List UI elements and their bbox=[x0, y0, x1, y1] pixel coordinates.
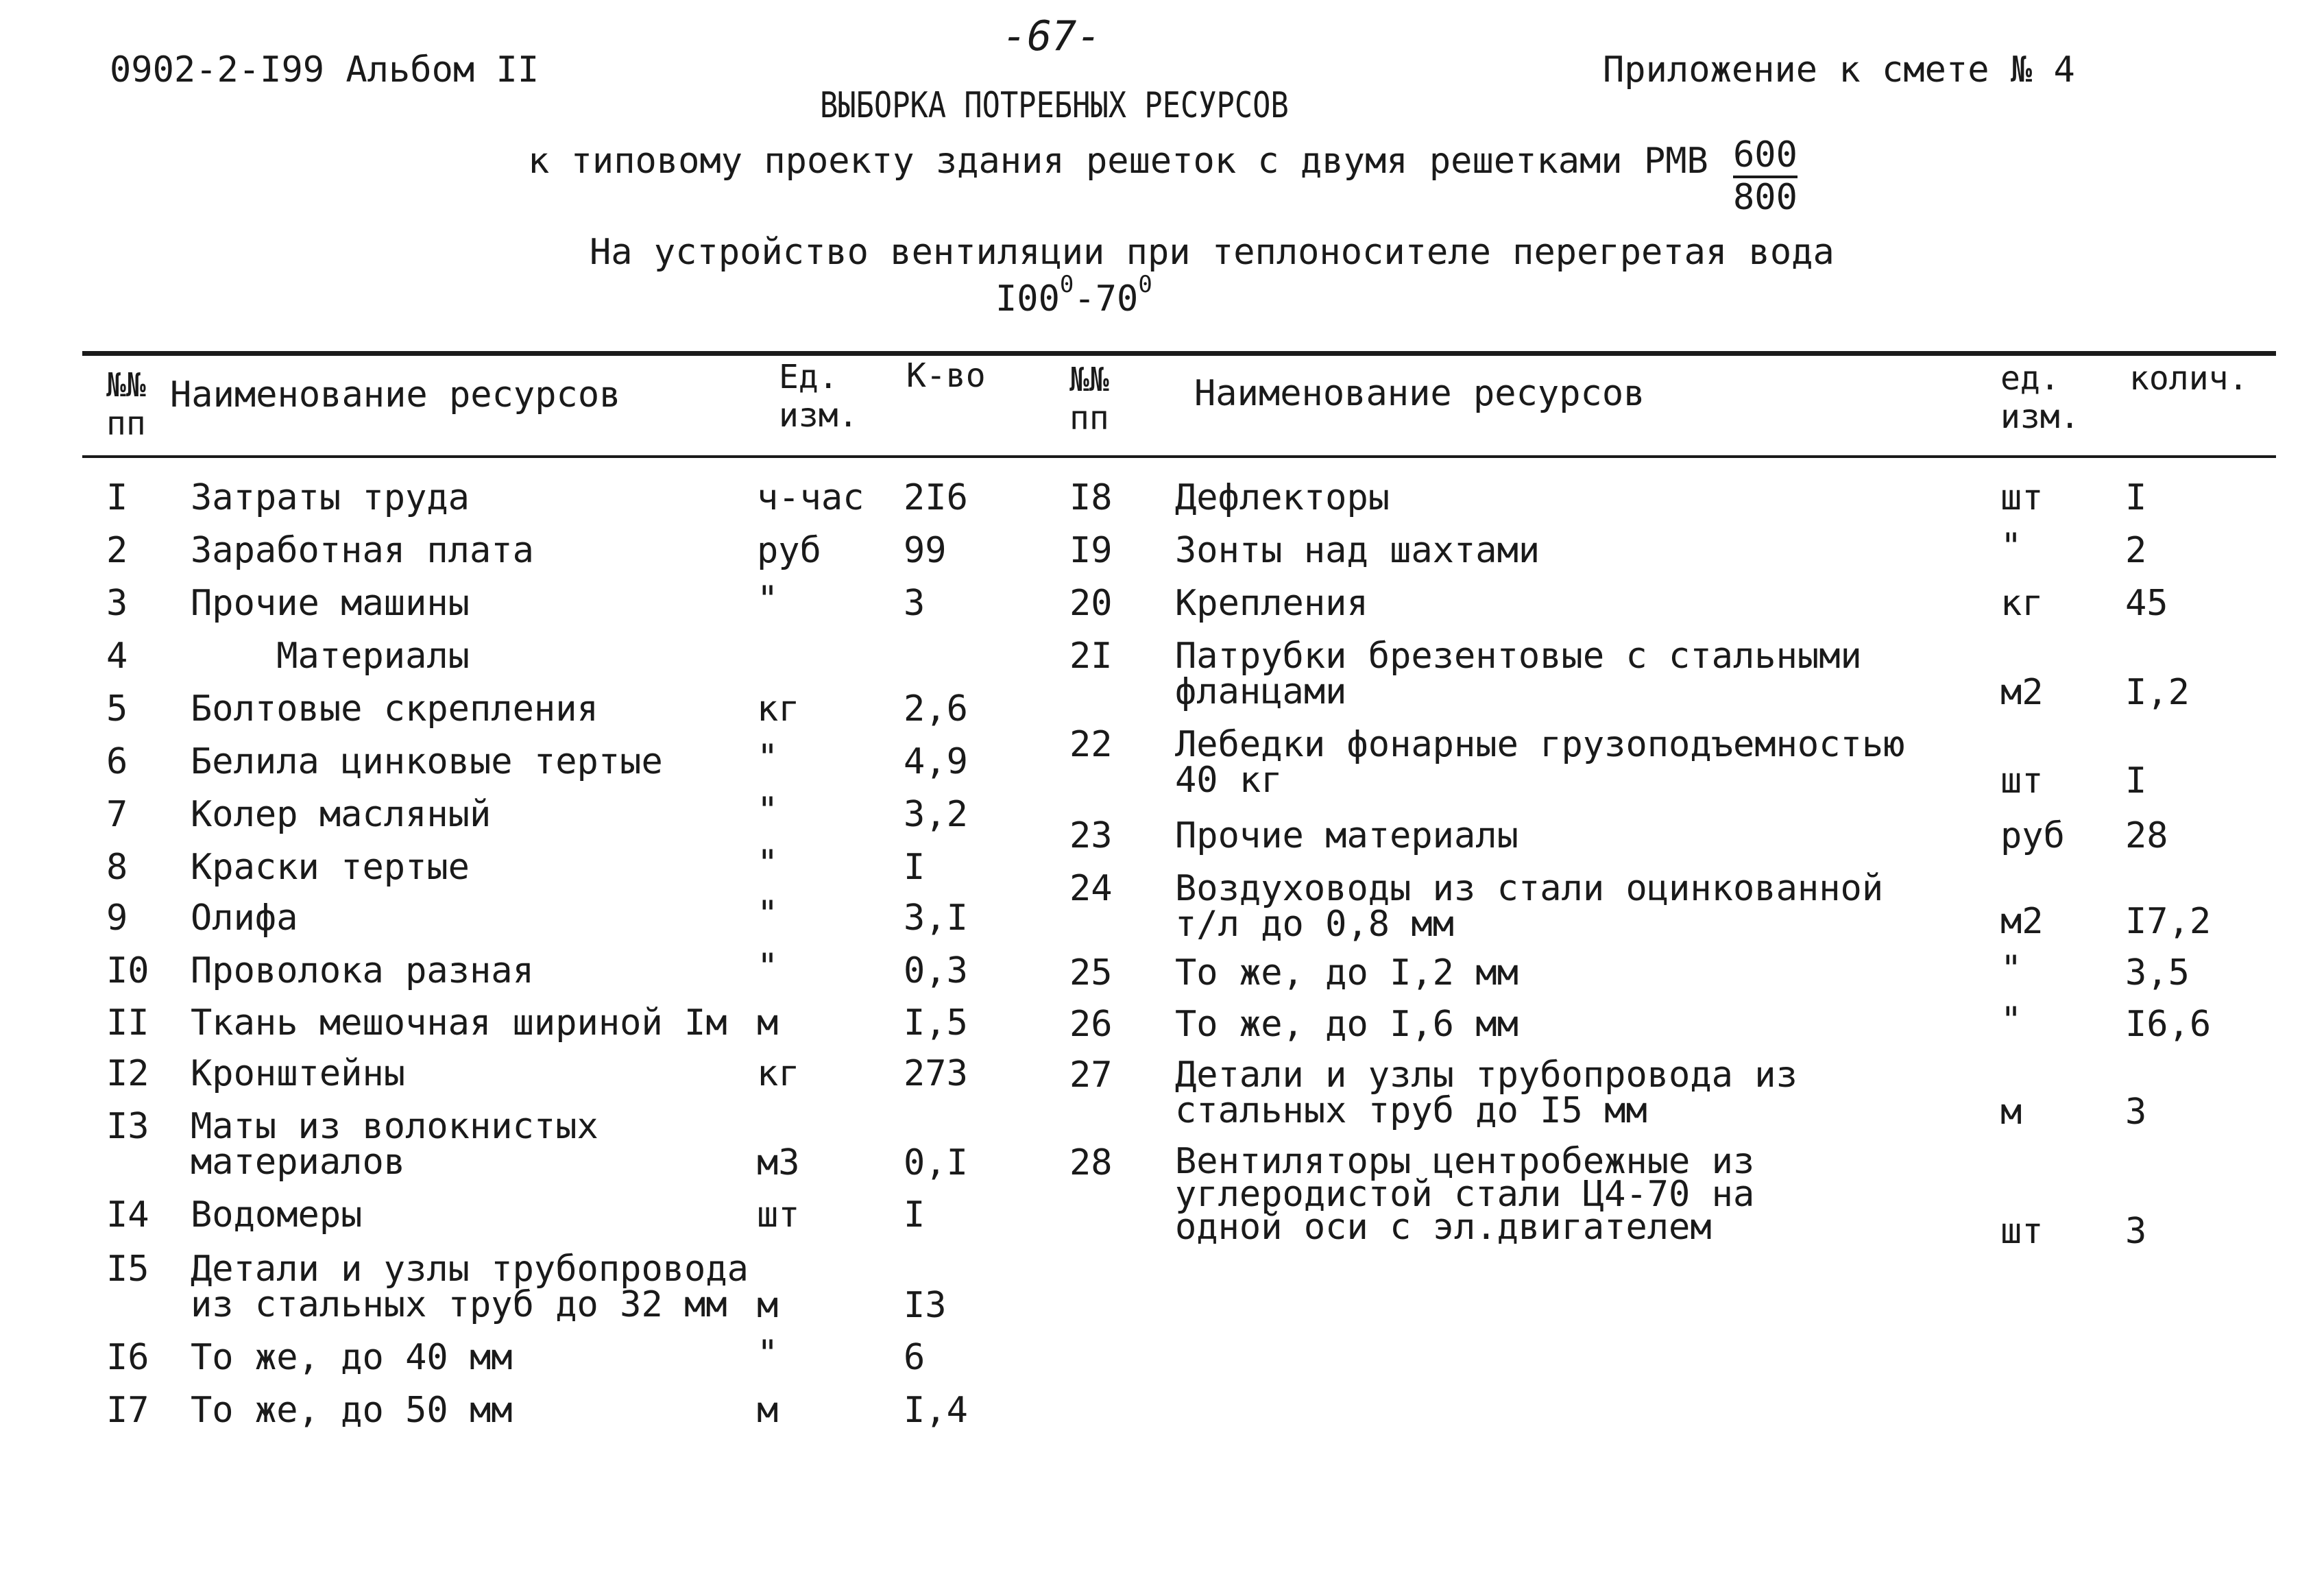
ditto-mark: " bbox=[757, 893, 779, 935]
resource-qty: 3 bbox=[2125, 1211, 2147, 1252]
row-number: 23 bbox=[1069, 815, 1113, 856]
degree-mark: 0 bbox=[1138, 270, 1152, 298]
fraction-denominator: 800 bbox=[1733, 177, 1798, 218]
row-number: I4 bbox=[106, 1194, 149, 1236]
row-number: 20 bbox=[1069, 583, 1113, 624]
resource-qty: 4,9 bbox=[904, 741, 968, 782]
row-number: 7 bbox=[106, 794, 128, 835]
resource-name: Лебедки фонарные грузоподъемностью 40 кг bbox=[1175, 724, 1905, 801]
resource-unit: м bbox=[757, 1285, 779, 1326]
resource-qty: 99 bbox=[904, 530, 947, 571]
right-qty-header: колич. bbox=[2129, 359, 2249, 398]
resource-qty: I6,6 bbox=[2125, 1004, 2212, 1045]
header-num-line1: №№ bbox=[1069, 361, 1109, 399]
left-name-header: Наименование ресурсов bbox=[170, 374, 621, 415]
ditto-mark: " bbox=[2000, 1000, 2022, 1041]
resource-qty: I,5 bbox=[904, 1002, 968, 1044]
resource-name: Кронштейны bbox=[191, 1053, 406, 1094]
resource-name: Белила цинковые тертые bbox=[191, 741, 663, 782]
resource-unit: руб bbox=[2000, 815, 2065, 856]
temp-from: I00 bbox=[995, 278, 1060, 320]
temperature-range bbox=[995, 270, 1152, 320]
header-unit-line2: изм. bbox=[2000, 398, 2080, 436]
row-number: 9 bbox=[106, 897, 128, 939]
row-number: 22 bbox=[1069, 724, 1113, 765]
header-unit-line2: изм. bbox=[779, 396, 858, 435]
row-number: I3 bbox=[106, 1106, 149, 1147]
row-number: I5 bbox=[106, 1249, 149, 1290]
ditto-mark: " bbox=[757, 790, 779, 831]
temp-to: -70 bbox=[1074, 278, 1139, 320]
resource-unit: м2 bbox=[2000, 672, 2044, 713]
page-number: -67- bbox=[1002, 12, 1102, 60]
row-number: 5 bbox=[106, 688, 128, 730]
resource-qty: I bbox=[2125, 760, 2147, 801]
row-number: I bbox=[106, 477, 128, 518]
resource-unit: шт bbox=[2000, 760, 2044, 801]
resource-qty: 3 bbox=[904, 583, 925, 624]
left-qty-header: К-во bbox=[906, 357, 986, 395]
row-number: I2 bbox=[106, 1053, 149, 1094]
resource-unit: кг bbox=[757, 688, 800, 730]
resource-qty: 3,I bbox=[904, 897, 968, 939]
resource-qty: I,2 bbox=[2125, 672, 2190, 713]
resource-unit: м2 bbox=[2000, 901, 2044, 942]
ditto-mark: " bbox=[757, 946, 779, 987]
header-num-line2: пп bbox=[1069, 399, 1109, 437]
resource-name: Прочие материалы bbox=[1175, 815, 1518, 856]
row-number: 2 bbox=[106, 530, 128, 571]
resource-qty: I3 bbox=[904, 1285, 947, 1326]
resource-qty: 3 bbox=[2125, 1092, 2147, 1133]
row-number: I6 bbox=[106, 1337, 149, 1378]
resource-unit: м bbox=[757, 1002, 779, 1044]
grating-fraction bbox=[1733, 134, 1798, 218]
right-num-header bbox=[1069, 361, 1109, 437]
resource-name: Водомеры bbox=[191, 1194, 363, 1236]
table-header-rule bbox=[82, 455, 2276, 458]
resource-qty: 2,6 bbox=[904, 688, 968, 730]
resource-name: Заработная плата bbox=[191, 530, 534, 571]
resource-unit: шт bbox=[2000, 1211, 2044, 1252]
resource-name: Дефлекторы bbox=[1175, 477, 1390, 518]
row-number: II bbox=[106, 1002, 149, 1044]
row-number: 8 bbox=[106, 847, 128, 888]
resource-unit: ч-час bbox=[757, 477, 864, 518]
ditto-mark: " bbox=[757, 1333, 779, 1374]
resource-name: Патрубки брезентовые с стальными фланцами bbox=[1175, 636, 1862, 712]
resource-qty: I bbox=[904, 847, 925, 888]
resource-unit: м bbox=[757, 1390, 779, 1431]
resource-unit: шт bbox=[757, 1194, 800, 1236]
resource-name: Краски тертые bbox=[191, 847, 470, 888]
row-number: I8 bbox=[1069, 477, 1113, 518]
resource-name: Затраты труда bbox=[191, 477, 470, 518]
resource-name: То же, до 40 мм bbox=[191, 1337, 513, 1378]
ditto-mark: " bbox=[757, 579, 779, 620]
row-number: 4 bbox=[106, 636, 128, 677]
resource-name: Детали и узлы трубопровода из стальных труб до I5 мм bbox=[1175, 1054, 1798, 1131]
ditto-mark: " bbox=[757, 737, 779, 778]
resource-qty: 3,2 bbox=[904, 794, 968, 835]
resource-qty: I,4 bbox=[904, 1390, 968, 1431]
row-number: 26 bbox=[1069, 1004, 1113, 1045]
header-unit-line1: Ед. bbox=[779, 358, 838, 396]
document-title: ВЫБОРКА ПОТРЕБНЫХ РЕСУРСОВ bbox=[820, 85, 1289, 126]
resource-unit: кг bbox=[757, 1053, 800, 1094]
row-number: 6 bbox=[106, 741, 128, 782]
right-name-header: Наименование ресурсов bbox=[1194, 373, 1645, 414]
document-code: 0902-2-I99 Альбом II bbox=[110, 49, 540, 91]
resource-name: Болтовые скрепления bbox=[191, 688, 598, 730]
row-number: 3 bbox=[106, 583, 128, 624]
resource-qty: I7,2 bbox=[2125, 901, 2212, 942]
row-number: 2I bbox=[1069, 636, 1113, 677]
resource-name: Детали и узлы трубопровода из стальных труб до 32 мм bbox=[191, 1249, 749, 1325]
header-unit-line1: ед. bbox=[2000, 359, 2060, 398]
row-number: I0 bbox=[106, 950, 149, 991]
resource-qty: 0,3 bbox=[904, 950, 968, 991]
resource-unit: м bbox=[2000, 1092, 2022, 1133]
resource-name: Воздуховоды из стали оцинкованной т/л до 0,8 мм bbox=[1175, 868, 1884, 945]
resource-qty: 0,I bbox=[904, 1142, 968, 1183]
resource-name: Вентиляторы центробежные из углеродистой стали Ц4-70 на одной оси с эл.двигателем bbox=[1175, 1141, 1755, 1248]
resource-unit: шт bbox=[2000, 477, 2044, 518]
ditto-mark: " bbox=[2000, 526, 2022, 567]
resource-name: Колер масляный bbox=[191, 794, 492, 835]
resource-qty: I bbox=[2125, 477, 2147, 518]
resource-name: Крепления bbox=[1175, 583, 1368, 624]
left-num-header bbox=[106, 366, 146, 443]
purpose-line: На устройство вентиляции при теплоносителе перегретая вода bbox=[590, 232, 1835, 273]
resource-name: То же, до I,2 мм bbox=[1175, 952, 1518, 993]
ditto-mark: " bbox=[2000, 948, 2022, 989]
row-number: 24 bbox=[1069, 868, 1113, 909]
resource-qty: 3,5 bbox=[2125, 952, 2190, 993]
resource-unit: кг bbox=[2000, 583, 2044, 624]
row-number: 28 bbox=[1069, 1142, 1113, 1183]
resource-name: Ткань мешочная шириной Iм bbox=[191, 1002, 727, 1044]
degree-mark: 0 bbox=[1059, 270, 1074, 298]
resource-name: Зонты над шахтами bbox=[1175, 530, 1540, 571]
row-number: I7 bbox=[106, 1390, 149, 1431]
resource-qty: 2I6 bbox=[904, 477, 968, 518]
ditto-mark: " bbox=[757, 843, 779, 884]
row-number: 27 bbox=[1069, 1054, 1113, 1096]
resource-name: То же, до 50 мм bbox=[191, 1390, 513, 1431]
resource-qty: 273 bbox=[904, 1053, 968, 1094]
project-line: к типовому проекту здания решеток с двумя решетками РМВ bbox=[528, 141, 1708, 182]
left-unit-header bbox=[779, 358, 858, 435]
resource-qty: 45 bbox=[2125, 583, 2168, 624]
header-num-line2: пп bbox=[106, 405, 146, 443]
resource-name: Маты из волокнистых материалов bbox=[191, 1106, 598, 1183]
resource-qty: 28 bbox=[2125, 815, 2168, 856]
resource-name: Прочие машины bbox=[191, 583, 470, 624]
resource-unit: руб bbox=[757, 530, 821, 571]
row-number: 25 bbox=[1069, 952, 1113, 993]
appendix-label: Приложение к смете № 4 bbox=[1603, 49, 2075, 91]
row-number: I9 bbox=[1069, 530, 1113, 571]
section-heading-materials: Материалы bbox=[191, 636, 470, 677]
resource-qty: I bbox=[904, 1194, 925, 1236]
resource-name: То же, до I,6 мм bbox=[1175, 1004, 1518, 1045]
header-num-line1: №№ bbox=[106, 366, 146, 405]
resource-name: Проволока разная bbox=[191, 950, 534, 991]
resource-name: Олифа bbox=[191, 897, 298, 939]
table-top-rule bbox=[82, 351, 2276, 356]
resource-unit: м3 bbox=[757, 1142, 800, 1183]
resource-qty: 2 bbox=[2125, 530, 2147, 571]
right-unit-header bbox=[2000, 359, 2080, 436]
resource-qty: 6 bbox=[904, 1337, 925, 1378]
fraction-numerator: 600 bbox=[1733, 137, 1798, 178]
